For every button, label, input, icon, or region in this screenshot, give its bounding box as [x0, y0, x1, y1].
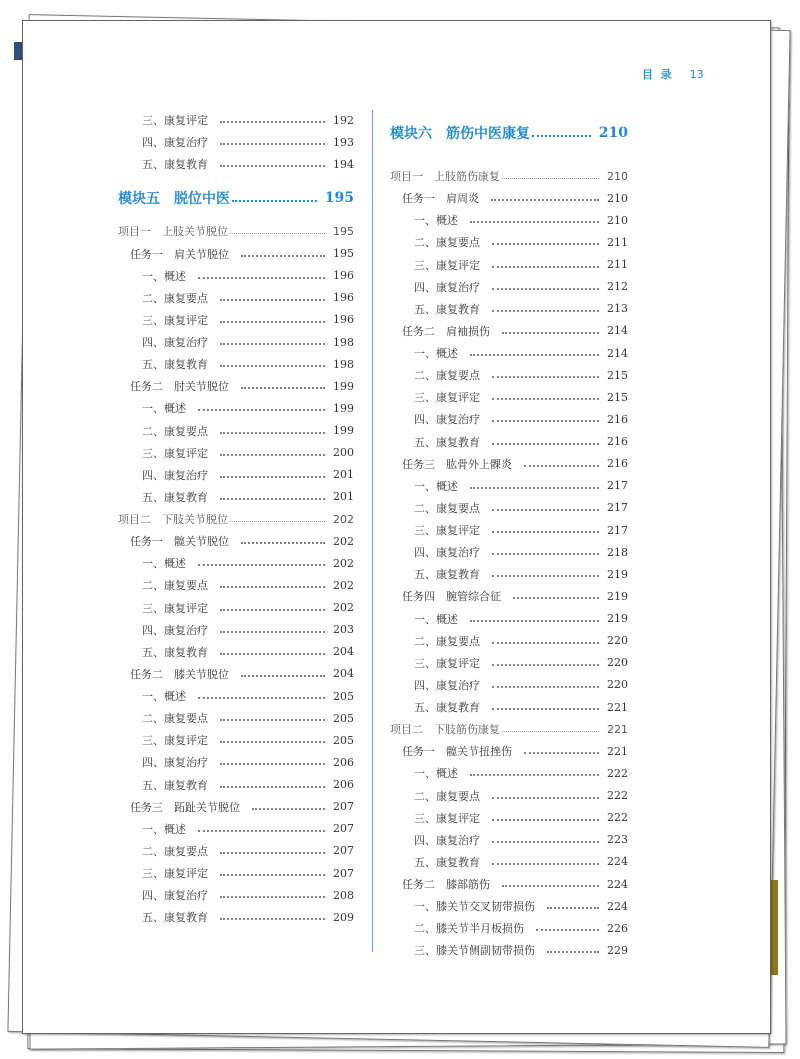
entry-label: 一、概述 — [142, 269, 186, 283]
module-title: 模块五 脱位中医 — [118, 190, 230, 207]
dot-leader — [492, 509, 599, 511]
entry-page: 218 — [607, 545, 628, 559]
dot-leader — [524, 752, 599, 754]
toc-entry-sub[interactable] — [390, 630, 628, 652]
dot-leader — [230, 233, 325, 234]
dot-leader — [220, 586, 325, 588]
dot-leader — [470, 774, 599, 776]
toc-entry-task[interactable] — [390, 187, 628, 209]
entry-page: 222 — [607, 811, 628, 825]
entry-page: 219 — [607, 612, 628, 626]
toc-entry-sub[interactable] — [118, 265, 354, 287]
entry-page: 224 — [607, 899, 628, 913]
entry-label: 一、概述 — [142, 402, 186, 416]
entry-label: 五、康复教育 — [142, 490, 208, 504]
entry-page: 205 — [333, 733, 354, 747]
dot-leader — [502, 885, 599, 887]
entry-label: 四、康复治疗 — [142, 468, 208, 482]
toc-entry-item[interactable] — [390, 718, 628, 740]
entry-label: 一、概述 — [142, 690, 186, 704]
entry-page: 226 — [607, 921, 628, 935]
entry-page: 199 — [333, 424, 354, 438]
entry-label: 三、康复评定 — [414, 811, 480, 825]
entry-label: 五、康复教育 — [142, 645, 208, 659]
dot-leader — [492, 819, 599, 821]
entry-page: 198 — [333, 335, 354, 349]
entry-page: 199 — [333, 401, 354, 415]
entry-label: 三、康复评定 — [414, 524, 480, 538]
dot-leader — [220, 365, 325, 367]
entry-label: 五、康复教育 — [414, 701, 480, 715]
dot-leader — [547, 907, 599, 909]
entry-label: 项目一 上肢筋伤康复 — [390, 170, 500, 184]
entry-page: 192 — [333, 113, 354, 127]
dot-leader — [220, 121, 325, 123]
entry-page: 220 — [607, 656, 628, 670]
toc-entry-task[interactable] — [390, 453, 628, 475]
entry-label: 三、康复评定 — [414, 391, 480, 405]
toc-entry-item[interactable] — [118, 220, 354, 242]
entry-label: 三、康复评定 — [142, 601, 208, 615]
toc-entry-sub[interactable] — [390, 408, 628, 430]
entry-label: 任务一 肩周炎 — [402, 192, 479, 206]
toc-entry-sub[interactable] — [118, 442, 354, 464]
toc-entry-task[interactable] — [390, 320, 628, 342]
dot-leader — [220, 432, 325, 434]
entry-label: 四、康复治疗 — [414, 678, 480, 692]
dot-leader — [198, 277, 325, 279]
toc-entry-sub[interactable] — [390, 652, 628, 674]
entry-page: 200 — [333, 446, 354, 460]
running-head — [642, 66, 704, 82]
entry-label: 任务一 肩关节脱位 — [130, 247, 229, 261]
dot-leader — [492, 642, 599, 644]
entry-label: 一、膝关节交叉韧带损伤 — [414, 900, 535, 914]
page-number: 13 — [689, 68, 704, 81]
dot-leader — [492, 686, 599, 688]
dot-leader — [220, 786, 325, 788]
dot-leader — [198, 697, 325, 699]
toc-entry-sub[interactable] — [118, 353, 354, 375]
entry-page: 207 — [333, 822, 354, 836]
entry-page: 215 — [607, 390, 628, 404]
toc-entry-sub[interactable] — [390, 342, 628, 364]
toc-entry-sub[interactable] — [390, 829, 628, 851]
toc-entry-sub[interactable] — [390, 563, 628, 585]
entry-label: 五、康复教育 — [414, 855, 480, 869]
dot-leader — [492, 863, 599, 865]
dot-leader — [502, 332, 599, 334]
entry-page: 202 — [333, 556, 354, 570]
entry-label: 五、康复教育 — [414, 435, 480, 449]
toc-entry-sub[interactable] — [118, 309, 354, 331]
entry-label: 一、概述 — [414, 214, 458, 228]
entry-page: 223 — [607, 833, 628, 847]
dot-leader — [502, 731, 599, 732]
entry-label: 五、康复教育 — [414, 302, 480, 316]
toc-entry-task[interactable] — [390, 873, 628, 895]
toc-entry-sub[interactable] — [118, 641, 354, 663]
toc-entry-sub[interactable] — [118, 884, 354, 906]
toc-entry-sub[interactable] — [390, 497, 628, 519]
entry-label: 四、康复治疗 — [142, 623, 208, 637]
entry-page: 207 — [333, 800, 354, 814]
toc-entry-sub[interactable] — [390, 541, 628, 563]
toc-entry-sub[interactable] — [118, 574, 354, 596]
entry-label: 四、康复治疗 — [142, 889, 208, 903]
entry-label: 二、康复要点 — [414, 634, 480, 648]
toc-left-column — [118, 109, 354, 928]
module-page: 195 — [324, 189, 354, 206]
dot-leader — [492, 398, 599, 400]
entry-page: 214 — [607, 324, 628, 338]
toc-entry-task[interactable] — [118, 530, 354, 552]
toc-entry-task[interactable] — [118, 663, 354, 685]
column-divider — [372, 110, 373, 952]
dot-leader — [220, 631, 325, 633]
entry-page: 222 — [607, 789, 628, 803]
dot-leader — [492, 797, 599, 799]
entry-label: 任务二 肩袖损伤 — [402, 324, 490, 338]
entry-label: 任务二 肘关节脱位 — [130, 380, 229, 394]
entry-page: 210 — [607, 169, 628, 183]
entry-page: 211 — [607, 258, 628, 272]
toc-entry-sub[interactable] — [118, 685, 354, 707]
toc-entry-sub[interactable] — [390, 519, 628, 541]
entry-page: 221 — [607, 744, 628, 758]
dot-leader — [220, 165, 325, 167]
entry-label: 任务二 膝关节脱位 — [130, 667, 229, 681]
entry-label: 一、概述 — [414, 347, 458, 361]
entry-page: 202 — [333, 512, 354, 526]
entry-page: 211 — [607, 235, 628, 249]
toc-entry-item[interactable] — [118, 508, 354, 530]
entry-label: 三、康复评定 — [142, 867, 208, 881]
toc-entry-sub[interactable] — [390, 231, 628, 253]
dot-leader — [470, 487, 599, 489]
entry-label: 任务三 肱骨外上髁炎 — [402, 457, 512, 471]
entry-page: 205 — [333, 711, 354, 725]
dot-leader — [532, 135, 591, 137]
toc-entry-sub[interactable] — [118, 552, 354, 574]
dot-leader — [470, 221, 599, 223]
dot-leader — [492, 531, 599, 533]
entry-label: 二、康复要点 — [414, 369, 480, 383]
toc-entry-sub[interactable] — [390, 209, 628, 231]
toc-entry-sub[interactable] — [118, 597, 354, 619]
entry-page: 207 — [333, 844, 354, 858]
entry-label: 二、康复要点 — [414, 236, 480, 250]
dot-leader — [198, 409, 325, 411]
toc-entry-sub[interactable] — [118, 862, 354, 884]
entry-page: 206 — [333, 755, 354, 769]
dot-leader — [492, 266, 599, 268]
toc-entry-sub[interactable] — [390, 851, 628, 873]
entry-label: 三、康复评定 — [142, 313, 208, 327]
entry-page: 219 — [607, 567, 628, 581]
entry-page: 224 — [607, 877, 628, 891]
dot-leader — [470, 354, 599, 356]
entry-label: 五、康复教育 — [414, 568, 480, 582]
dot-leader — [502, 178, 599, 179]
entry-page: 198 — [333, 357, 354, 371]
dot-leader — [220, 852, 325, 854]
entry-page: 216 — [607, 457, 628, 471]
module-title: 模块六 筋伤中医康复 — [390, 126, 530, 142]
entry-page: 221 — [607, 722, 628, 736]
module-heading[interactable] — [390, 116, 628, 150]
entry-page: 208 — [333, 888, 354, 902]
toc-entry-sub[interactable] — [390, 895, 628, 917]
dot-leader — [198, 830, 325, 832]
entry-page: 210 — [607, 213, 628, 227]
toc-entry-sub[interactable] — [390, 364, 628, 386]
toc-entry-task[interactable] — [118, 375, 354, 397]
toc-entry-sub[interactable] — [390, 475, 628, 497]
module-heading[interactable] — [118, 175, 354, 220]
entry-label: 二、康复要点 — [142, 712, 208, 726]
toc-entry-sub[interactable] — [118, 486, 354, 508]
dot-leader — [220, 763, 325, 765]
entry-label: 三、康复评定 — [414, 258, 480, 272]
entry-label: 项目二 下肢筋伤康复 — [390, 723, 500, 737]
dot-leader — [230, 521, 325, 522]
toc-entry-sub[interactable] — [390, 254, 628, 276]
module-page: 210 — [598, 125, 628, 141]
entry-label: 三、康复评定 — [414, 656, 480, 670]
entry-label: 任务三 跖趾关节脱位 — [130, 800, 240, 814]
entry-page: 196 — [333, 269, 354, 283]
toc-entry-task[interactable] — [390, 585, 628, 607]
entry-label: 四、康复治疗 — [414, 833, 480, 847]
dot-leader — [220, 918, 325, 920]
toc-entry-sub[interactable] — [118, 619, 354, 641]
dot-leader — [198, 564, 325, 566]
dot-leader — [492, 288, 599, 290]
dot-leader — [492, 243, 599, 245]
dot-leader — [220, 476, 325, 478]
entry-label: 二、康复要点 — [142, 579, 208, 593]
dot-leader — [492, 420, 599, 422]
toc-entry-sub[interactable] — [118, 420, 354, 442]
toc-entry-sub[interactable] — [390, 298, 628, 320]
toc-entry-sub[interactable] — [390, 431, 628, 453]
entry-page: 224 — [607, 855, 628, 869]
toc-entry-sub[interactable] — [118, 707, 354, 729]
toc-entry-sub[interactable] — [118, 464, 354, 486]
entry-label: 三、膝关节侧副韧带损伤 — [414, 944, 535, 958]
entry-label: 一、概述 — [414, 767, 458, 781]
running-head-title: 目 录 — [642, 68, 672, 81]
dot-leader — [220, 454, 325, 456]
entry-page: 204 — [333, 645, 354, 659]
dot-leader — [220, 874, 325, 876]
entry-page: 212 — [607, 280, 628, 294]
toc-entry-sub[interactable] — [118, 751, 354, 773]
entry-page: 194 — [333, 157, 354, 171]
entry-page: 217 — [607, 501, 628, 515]
entry-page: 195 — [333, 247, 354, 261]
entry-page: 213 — [607, 302, 628, 316]
entry-label: 一、概述 — [414, 479, 458, 493]
entry-page: 205 — [333, 689, 354, 703]
dot-leader — [492, 443, 599, 445]
entry-label: 一、概述 — [142, 822, 186, 836]
toc-entry-sub[interactable] — [118, 818, 354, 840]
entry-label: 四、康复治疗 — [142, 136, 208, 150]
dot-leader — [220, 343, 325, 345]
dot-leader — [492, 664, 599, 666]
entry-label: 五、康复教育 — [142, 358, 208, 372]
entry-label: 四、康复治疗 — [414, 280, 480, 294]
dot-leader — [220, 653, 325, 655]
toc-entry-sub[interactable] — [390, 276, 628, 298]
dot-leader — [241, 675, 325, 677]
entry-label: 任务二 膝部筋伤 — [402, 878, 490, 892]
toc-entry-sub[interactable] — [118, 774, 354, 796]
entry-page: 220 — [607, 634, 628, 648]
entry-page: 193 — [333, 135, 354, 149]
dot-leader — [220, 299, 325, 301]
entry-page: 229 — [607, 943, 628, 957]
entry-label: 三、康复评定 — [142, 114, 208, 128]
entry-page: 201 — [333, 490, 354, 504]
entry-label: 二、康复要点 — [142, 291, 208, 305]
entry-label: 任务四 腕管综合征 — [402, 590, 501, 604]
entry-page: 203 — [333, 623, 354, 637]
dot-leader — [524, 465, 599, 467]
toc-entry-sub[interactable] — [390, 608, 628, 630]
dot-leader — [220, 609, 325, 611]
dot-leader — [513, 597, 599, 599]
entry-page: 209 — [333, 910, 354, 924]
toc-entry-sub[interactable] — [390, 807, 628, 829]
dot-leader — [220, 719, 325, 721]
entry-page: 221 — [607, 700, 628, 714]
toc-entry-sub[interactable] — [118, 331, 354, 353]
toc-entry-sub[interactable] — [390, 386, 628, 408]
toc-entry-sub[interactable] — [390, 785, 628, 807]
entry-label: 五、康复教育 — [142, 158, 208, 172]
entry-page: 215 — [607, 368, 628, 382]
dot-leader — [220, 896, 325, 898]
entry-page: 199 — [333, 379, 354, 393]
entry-page: 219 — [607, 589, 628, 603]
toc-entry-sub[interactable] — [390, 939, 628, 961]
dot-leader — [232, 200, 317, 202]
entry-label: 项目一 上肢关节脱位 — [118, 225, 228, 239]
entry-label: 任务一 髋关节脱位 — [130, 535, 229, 549]
entry-label: 二、康复要点 — [142, 844, 208, 858]
entry-label: 四、康复治疗 — [142, 336, 208, 350]
entry-page: 202 — [333, 601, 354, 615]
entry-page: 206 — [333, 778, 354, 792]
dot-leader — [491, 199, 599, 201]
dot-leader — [252, 808, 325, 810]
entry-label: 任务一 髋关节扭挫伤 — [402, 745, 512, 759]
entry-page: 196 — [333, 313, 354, 327]
dot-leader — [220, 741, 325, 743]
toc-entry-sub[interactable] — [390, 696, 628, 718]
entry-label: 二、康复要点 — [142, 424, 208, 438]
toc-entry-sub[interactable] — [390, 917, 628, 939]
dot-leader — [220, 143, 325, 145]
toc-entry-sub[interactable] — [118, 397, 354, 419]
dot-leader — [492, 841, 599, 843]
entry-label: 四、康复治疗 — [142, 756, 208, 770]
entry-page: 207 — [333, 866, 354, 880]
entry-label: 一、概述 — [414, 612, 458, 626]
toc-entry-task[interactable] — [118, 796, 354, 818]
dot-leader — [492, 708, 599, 710]
entry-label: 一、概述 — [142, 557, 186, 571]
entry-label: 五、康复教育 — [142, 778, 208, 792]
entry-page: 216 — [607, 412, 628, 426]
dot-leader — [492, 376, 599, 378]
toc-entry-sub[interactable] — [118, 840, 354, 862]
dot-leader — [241, 255, 325, 257]
entry-page: 217 — [607, 523, 628, 537]
toc-entry-sub[interactable] — [390, 762, 628, 784]
dot-leader — [492, 575, 599, 577]
entry-page: 202 — [333, 534, 354, 548]
toc-right-column — [390, 116, 628, 962]
entry-label: 四、康复治疗 — [414, 546, 480, 560]
entry-page: 201 — [333, 468, 354, 482]
entry-page: 220 — [607, 678, 628, 692]
entry-page: 214 — [607, 346, 628, 360]
dot-leader — [492, 310, 599, 312]
toc-entry-sub[interactable] — [118, 131, 354, 153]
toc-entry-sub[interactable] — [118, 729, 354, 751]
toc-entry-item[interactable] — [390, 165, 628, 187]
toc-entry-sub[interactable] — [118, 287, 354, 309]
entry-page: 202 — [333, 578, 354, 592]
toc-entry-task[interactable] — [118, 243, 354, 265]
toc-entry-sub[interactable] — [390, 674, 628, 696]
entry-label: 二、康复要点 — [414, 501, 480, 515]
entry-label: 二、膝关节半月板损伤 — [414, 922, 524, 936]
dot-leader — [536, 929, 599, 931]
entry-label: 四、康复治疗 — [414, 413, 480, 427]
entry-page: 204 — [333, 667, 354, 681]
dot-leader — [241, 542, 325, 544]
toc-entry-sub[interactable] — [118, 109, 354, 131]
toc-entry-sub[interactable] — [118, 906, 354, 928]
entry-page: 222 — [607, 766, 628, 780]
entry-label: 五、康复教育 — [142, 911, 208, 925]
dot-leader — [220, 498, 325, 500]
dot-leader — [241, 387, 325, 389]
entry-label: 二、康复要点 — [414, 789, 480, 803]
entry-label: 三、康复评定 — [142, 446, 208, 460]
entry-page: 196 — [333, 291, 354, 305]
toc-entry-task[interactable] — [390, 740, 628, 762]
dot-leader — [220, 321, 325, 323]
dot-leader — [492, 553, 599, 555]
entry-page: 210 — [607, 191, 628, 205]
entry-page: 195 — [333, 224, 354, 238]
entry-label: 项目二 下肢关节脱位 — [118, 513, 228, 527]
toc-entry-sub[interactable] — [118, 153, 354, 175]
entry-page: 216 — [607, 435, 628, 449]
dot-leader — [470, 620, 599, 622]
dot-leader — [547, 951, 599, 953]
entry-page: 217 — [607, 479, 628, 493]
entry-label: 三、康复评定 — [142, 734, 208, 748]
